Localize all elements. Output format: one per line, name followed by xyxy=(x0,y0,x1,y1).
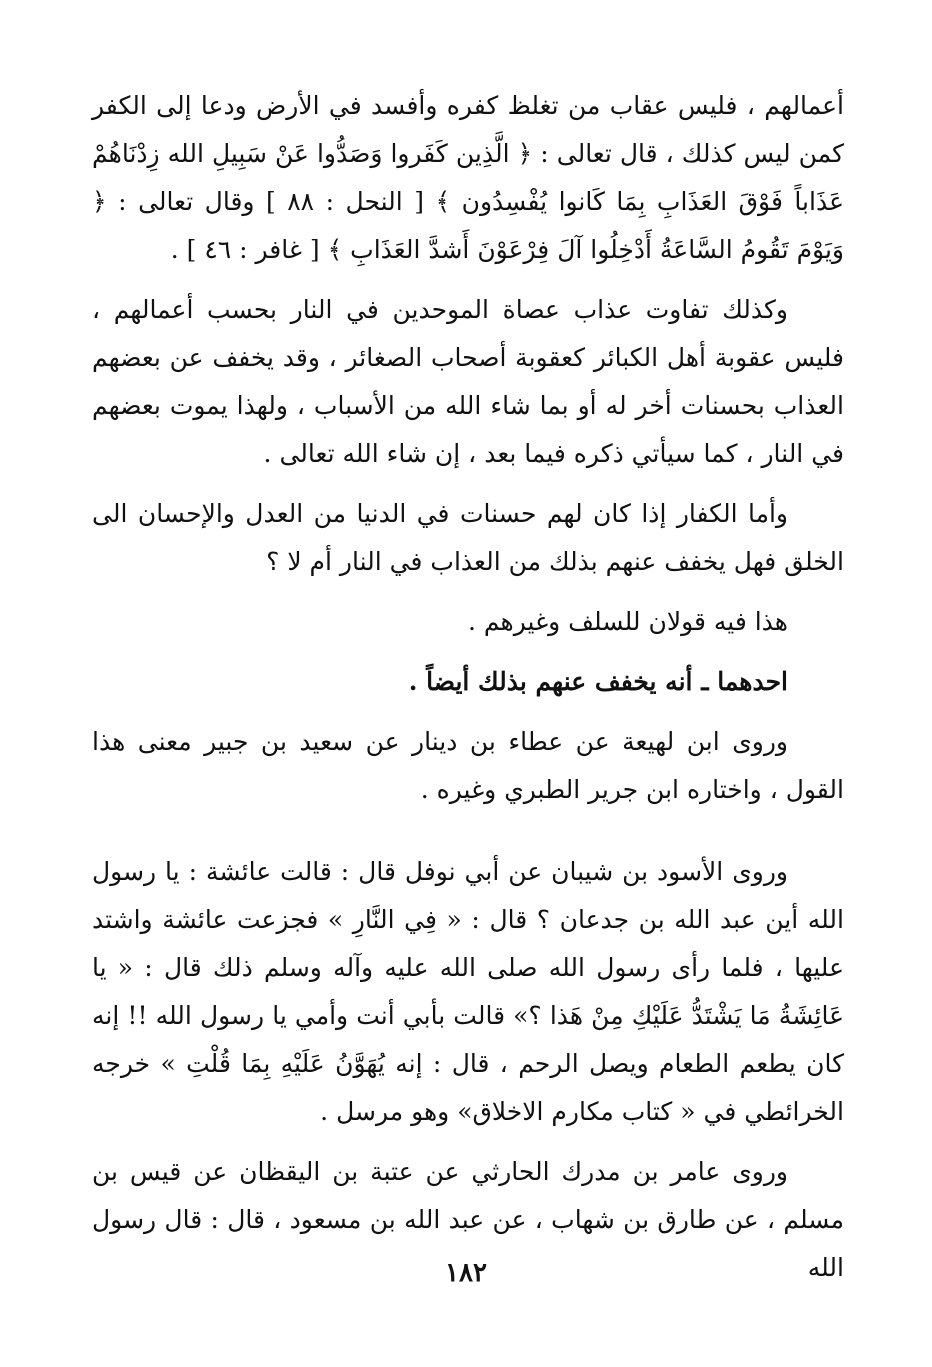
paragraph-6: وروى ابن لهيعة عن عطاء بن دينار عن سعيد بن جبير معنى هذا القول ، واختاره ابن جرير الطبري وغيره . xyxy=(92,727,844,804)
paragraph-1: أعمالهم ، فليس عقاب من تغلظ كفره وأفسد في الأرض ودعا إلى الكفر كمن ليس كذلك ، قال تعالى : ﴿ الَّذِين كَفَروا وَصَدُّوا عَنْ سَبِيلِ الله زِدْنَاهُمْ عَذَاباً فَوْقَ العَذَابِ بِمَا كَانوا يُفْسِدُون ﴾ [ النحل : ٨٨ ] وقال تعالى : ﴿ وَيَوْمَ تَقُومُ السَّاعَةُ أَدْخِلُوا آلَ فِرْعَوْنَ أَشدَّ العَذَابِ ﴾ [ غافر : ٤٦ ] . xyxy=(92,91,844,264)
paragraph-4: هذا فيه قولان للسلف وغيرهم . xyxy=(468,607,788,636)
paragraph-5: احدهما ـ أنه يخفف عنهم بذلك أيضاً . xyxy=(408,667,788,696)
page-body xyxy=(92,82,844,1292)
paragraph-3: وأما الكفار إذا كان لهم حسنات في الدنيا من العدل والإحسان الى الخلق فهل يخفف عنهم بذلك من العذاب في النار أم لا ؟ xyxy=(92,499,844,576)
paragraph-7: وروى الأسود بن شيبان عن أبي نوفل قال : قالت عائشة : يا رسول الله أين عبد الله بن جدعان ؟ قال : « فِي النَّارِ » فجزعت عائشة واشتد عليها ، فلما رأى رسول الله صلى الله عليه وآله وسلم ذلك قال : « يا عَائِشَةُ مَا يَشْتَدُّ عَلَيْكِ مِنْ هَذا ؟» قالت بأبي أنت وأمي يا رسول الله !! إنه كان يطعم الطعام ويصل الرحم ، قال : إنه يُهَوَّنُ عَلَيْهِ بِمَا قُلْتِ » خرجه الخرائطي في « كتاب مكارم الاخلاق» وهو مرسل . xyxy=(92,857,844,1126)
page-number: ١٨٢ xyxy=(445,1258,487,1288)
paragraph-8: وروى عامر بن مدرك الحارثي عن عتبة بن اليقظان عن قيس بن مسلم ، عن طارق بن شهاب ، عن عبد الله بن مسعود ، قال : قال رسول الله xyxy=(92,1157,844,1282)
paragraph-2: وكذلك تفاوت عذاب عصاة الموحدين في النار بحسب أعمالهم ، فليس عقوبة أهل الكبائر كعقوبة أصحاب الصغائر ، وقد يخفف عن بعضهم العذاب بحسنات أخر له أو بما شاء الله من الأسباب ، ولهذا يموت بعضهم في النار ، كما سيأتي ذكره فيما بعد ، إن شاء الله تعالى . xyxy=(92,295,844,468)
